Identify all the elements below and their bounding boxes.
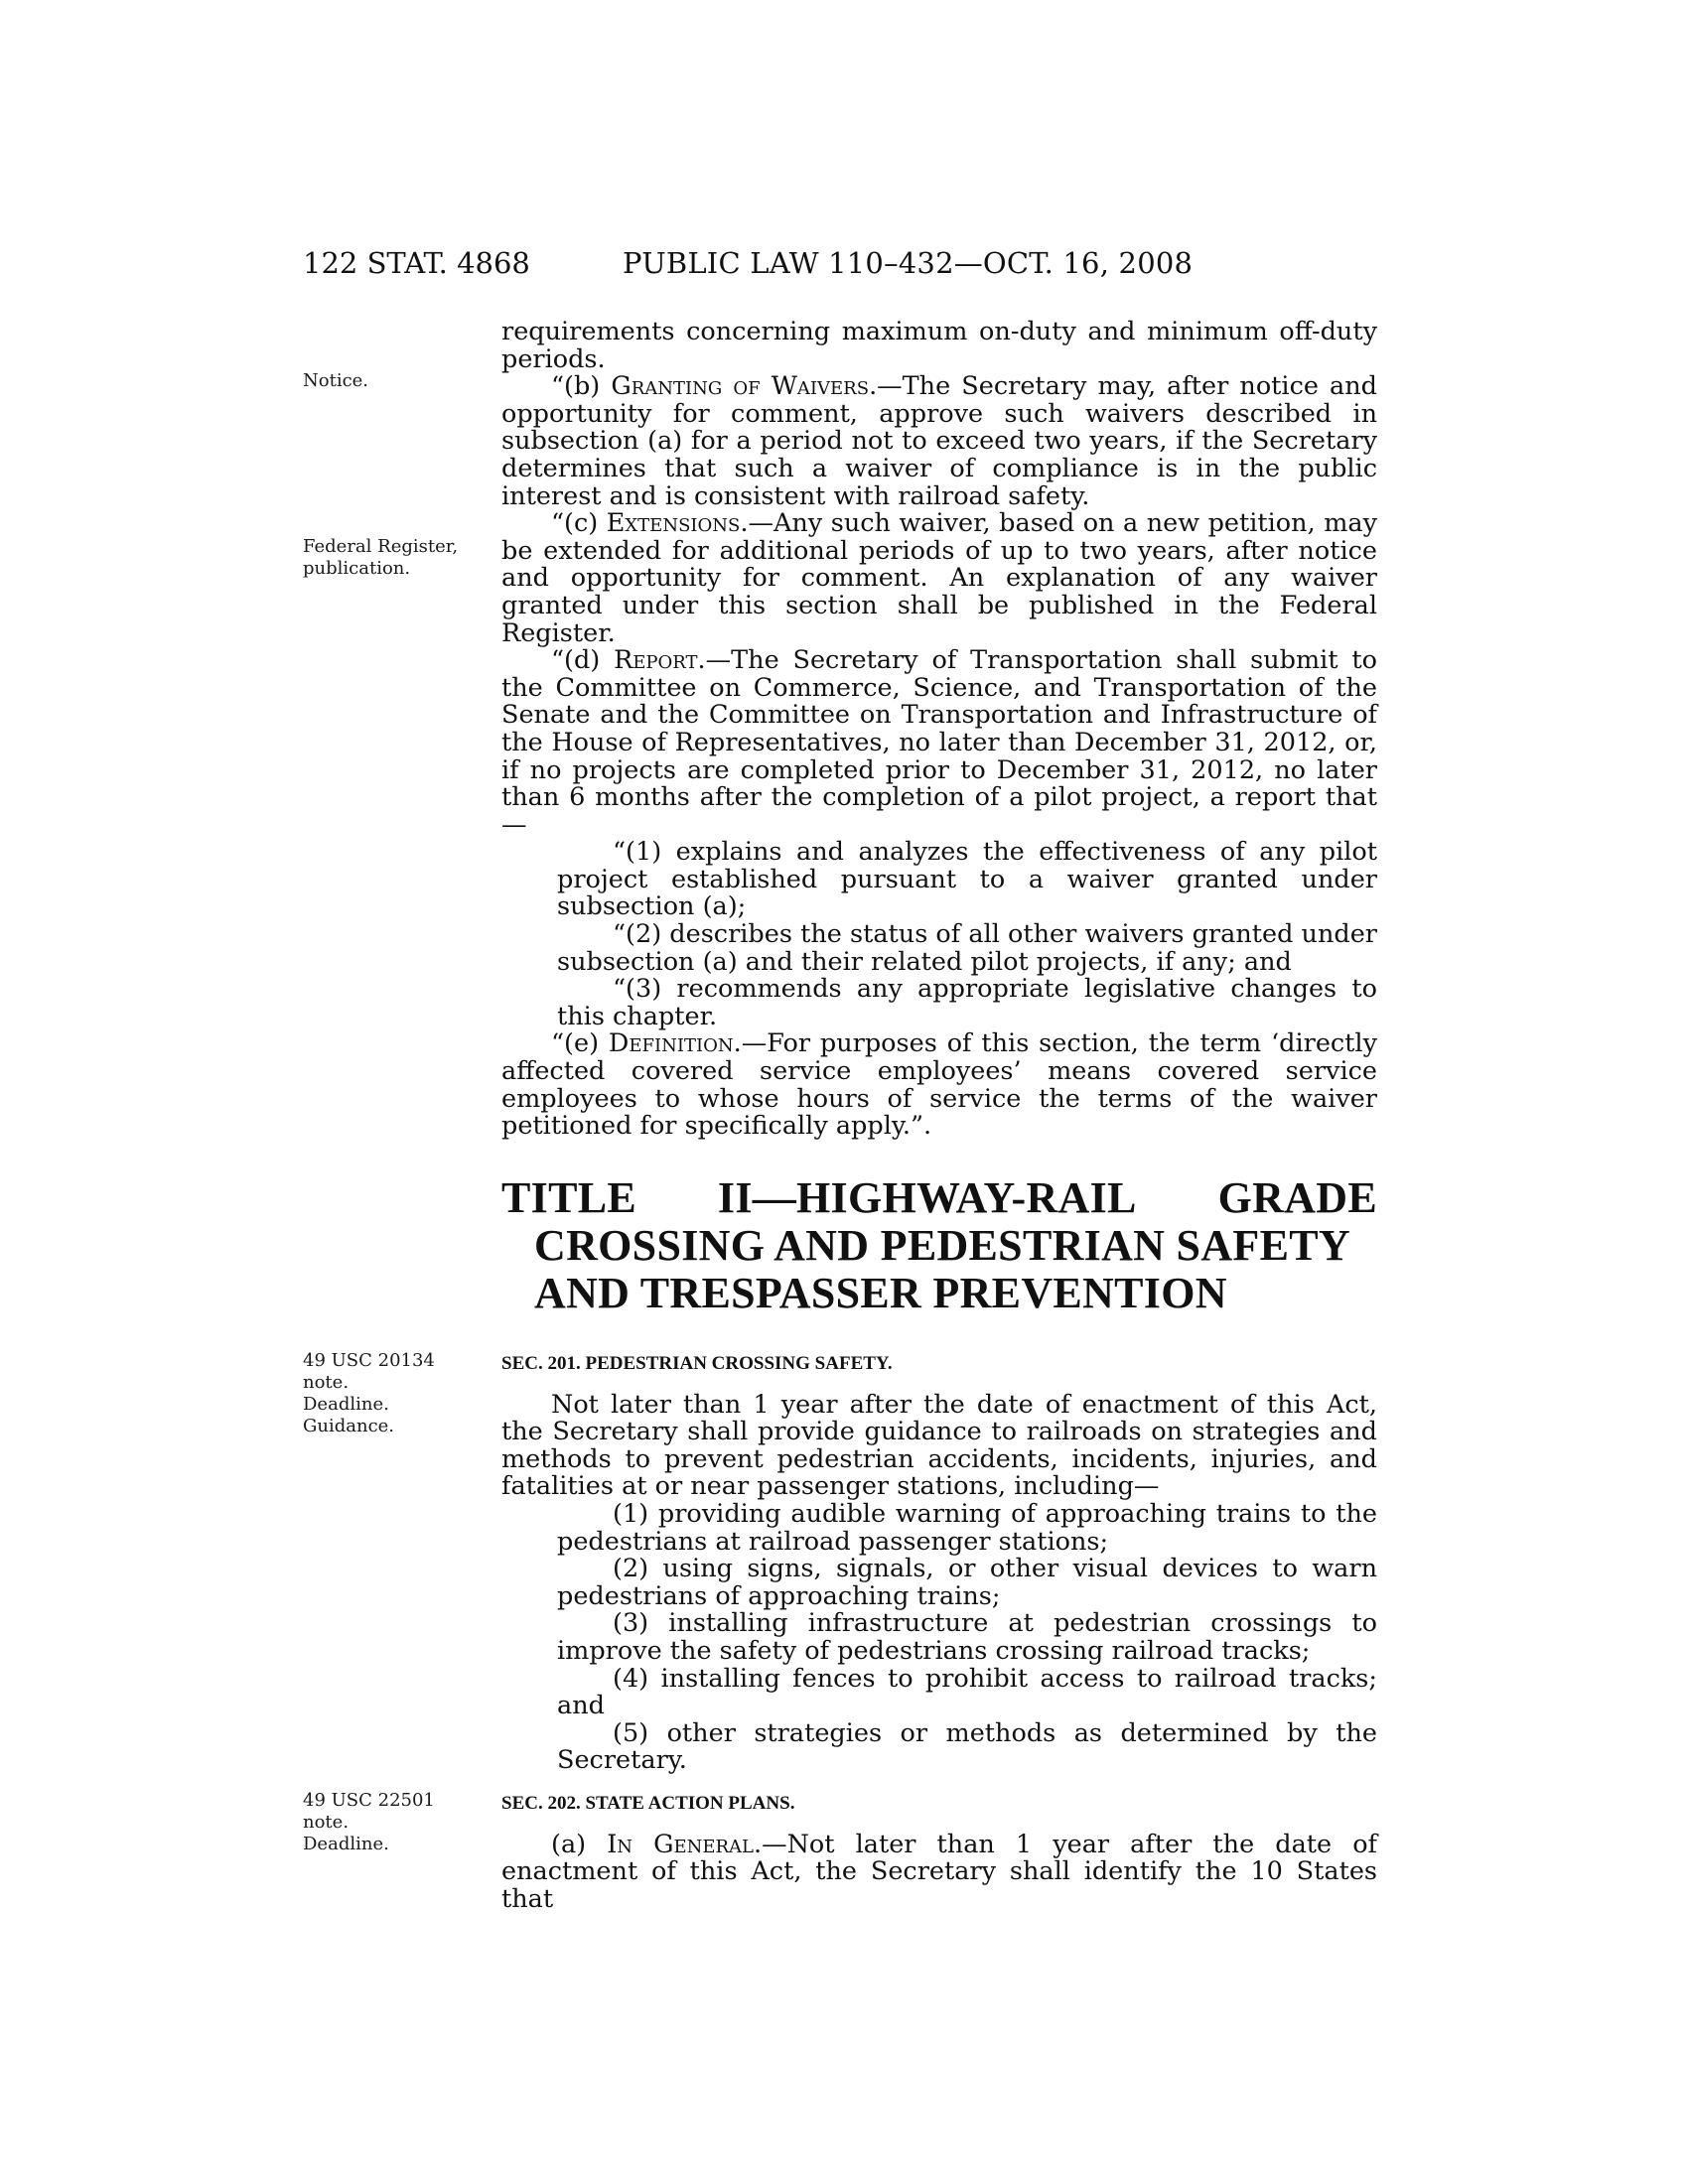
subsection-b-heading: Granting of Waivers xyxy=(611,371,870,402)
section-201-item-3: (3) installing infrastructure at pedestrian crossings to improve the safety of pedestrians crossing railroad tracks; xyxy=(557,1608,1377,1666)
section-201 xyxy=(501,1350,1377,1775)
section-202-subsection-a-heading: In General xyxy=(607,1829,754,1859)
section-202-heading: SEC. 202. STATE ACTION PLANS. xyxy=(501,1793,795,1814)
subsection-e: “(e) Definition.—For purposes of this section, the term ‘directly affected covered service employees’ means covered service employees to whose hours of service the terms of the waiver petitioned for specifically apply.”. xyxy=(501,1028,1377,1142)
subsection-c: “(c) Extensions.—Any such waiver, based on a new petition, may be extended for additional periods of up to two years, after notice and opportunity for comment. An explanation of any waiver granted under this section shall be published in the Federal Register. xyxy=(501,508,1378,648)
margin-note-notice: Notice. xyxy=(303,370,369,391)
paragraph-d1: “(1) explains and analyzes the effectiveness of any pilot project established pursuant to a waiver granted under subsection (a); xyxy=(557,837,1377,922)
title-heading xyxy=(501,1174,1377,1317)
paragraph-d2: “(2) describes the status of all other waivers granted under subsection (a) and their related pilot projects, if any; and xyxy=(557,919,1377,977)
margin-note-sec201: 49 USC 20134 note. Deadline. Guidance. xyxy=(303,1350,435,1436)
section-text-upper xyxy=(501,319,1377,1141)
section-201-item-2: (2) using signs, signals, or other visual devices to warn pedestrians of approaching trains; xyxy=(557,1554,1377,1611)
subsection-d: “(d) Report.—The Secretary of Transportation shall submit to the Committee on Commerce, Science, and Transportation of the Senate and the Committee on Transportation and Infrastructure of the House of Representatives, no later than December 31, 2012, or, if no projects are completed prior to December 31, 2012, no later than 6 months after the completion of a pilot project, a report that— xyxy=(501,645,1377,840)
paragraph-d3: “(3) recommends any appropriate legislative changes to this chapter. xyxy=(557,974,1377,1031)
margin-note-federal-register: Federal Register, publication. xyxy=(303,536,459,579)
section-201-item-1: (1) providing audible warning of approaching trains to the pedestrians at railroad passenger stations; xyxy=(557,1498,1377,1557)
section-201-intro: Not later than 1 year after the date of enactment of this Act, the Secretary shall provide guidance to railroads on strategies and methods to prevent pedestrian accidents, incidents, injuries, and fatalities at or near passenger stations, including— xyxy=(501,1389,1377,1502)
title-line-3: AND TRESPASSER PREVENTION xyxy=(534,1269,1227,1317)
subsection-d-heading: Report xyxy=(614,645,698,676)
title-line-2: CROSSING AND PEDESTRIAN SAFETY xyxy=(534,1221,1350,1270)
section-201-item-5: (5) other strategies or methods as determined by the Secretary. xyxy=(557,1717,1377,1776)
running-header xyxy=(0,246,1688,286)
margin-note-sec202: 49 USC 22501 note. Deadline. xyxy=(303,1790,435,1854)
paragraph-continuation: requirements concerning maximum on-duty and minimum off-duty periods. xyxy=(501,317,1377,374)
subsection-e-heading: Definition xyxy=(608,1028,734,1059)
public-law-citation: PUBLIC LAW 110–432—OCT. 16, 2008 xyxy=(623,246,1194,280)
section-202 xyxy=(501,1790,1377,1913)
section-201-item-4: (4) installing fences to prohibit access to railroad tracks; and xyxy=(557,1663,1377,1721)
title-line-1: TITLE II—HIGHWAY-RAIL GRADE xyxy=(501,1173,1377,1222)
subsection-b: “(b) Granting of Waivers.—The Secretary may, after notice and opportunity for comment, approve such waivers described in subsection (a) for a period not to exceed two years, if the Secretary determines that such a waiver of compliance is in the public interest and is consistent with railroad safety. xyxy=(501,371,1377,511)
stat-page-number: 122 STAT. 4868 xyxy=(303,246,530,280)
section-201-heading: SEC. 201. PEDESTRIAN CROSSING SAFETY. xyxy=(501,1353,893,1374)
section-202-subsection-a: (a) In General.—Not later than 1 year after the date of enactment of this Act, the Secretary shall identify the 10 States that xyxy=(501,1829,1377,1914)
subsection-c-heading: Extensions xyxy=(606,508,741,539)
